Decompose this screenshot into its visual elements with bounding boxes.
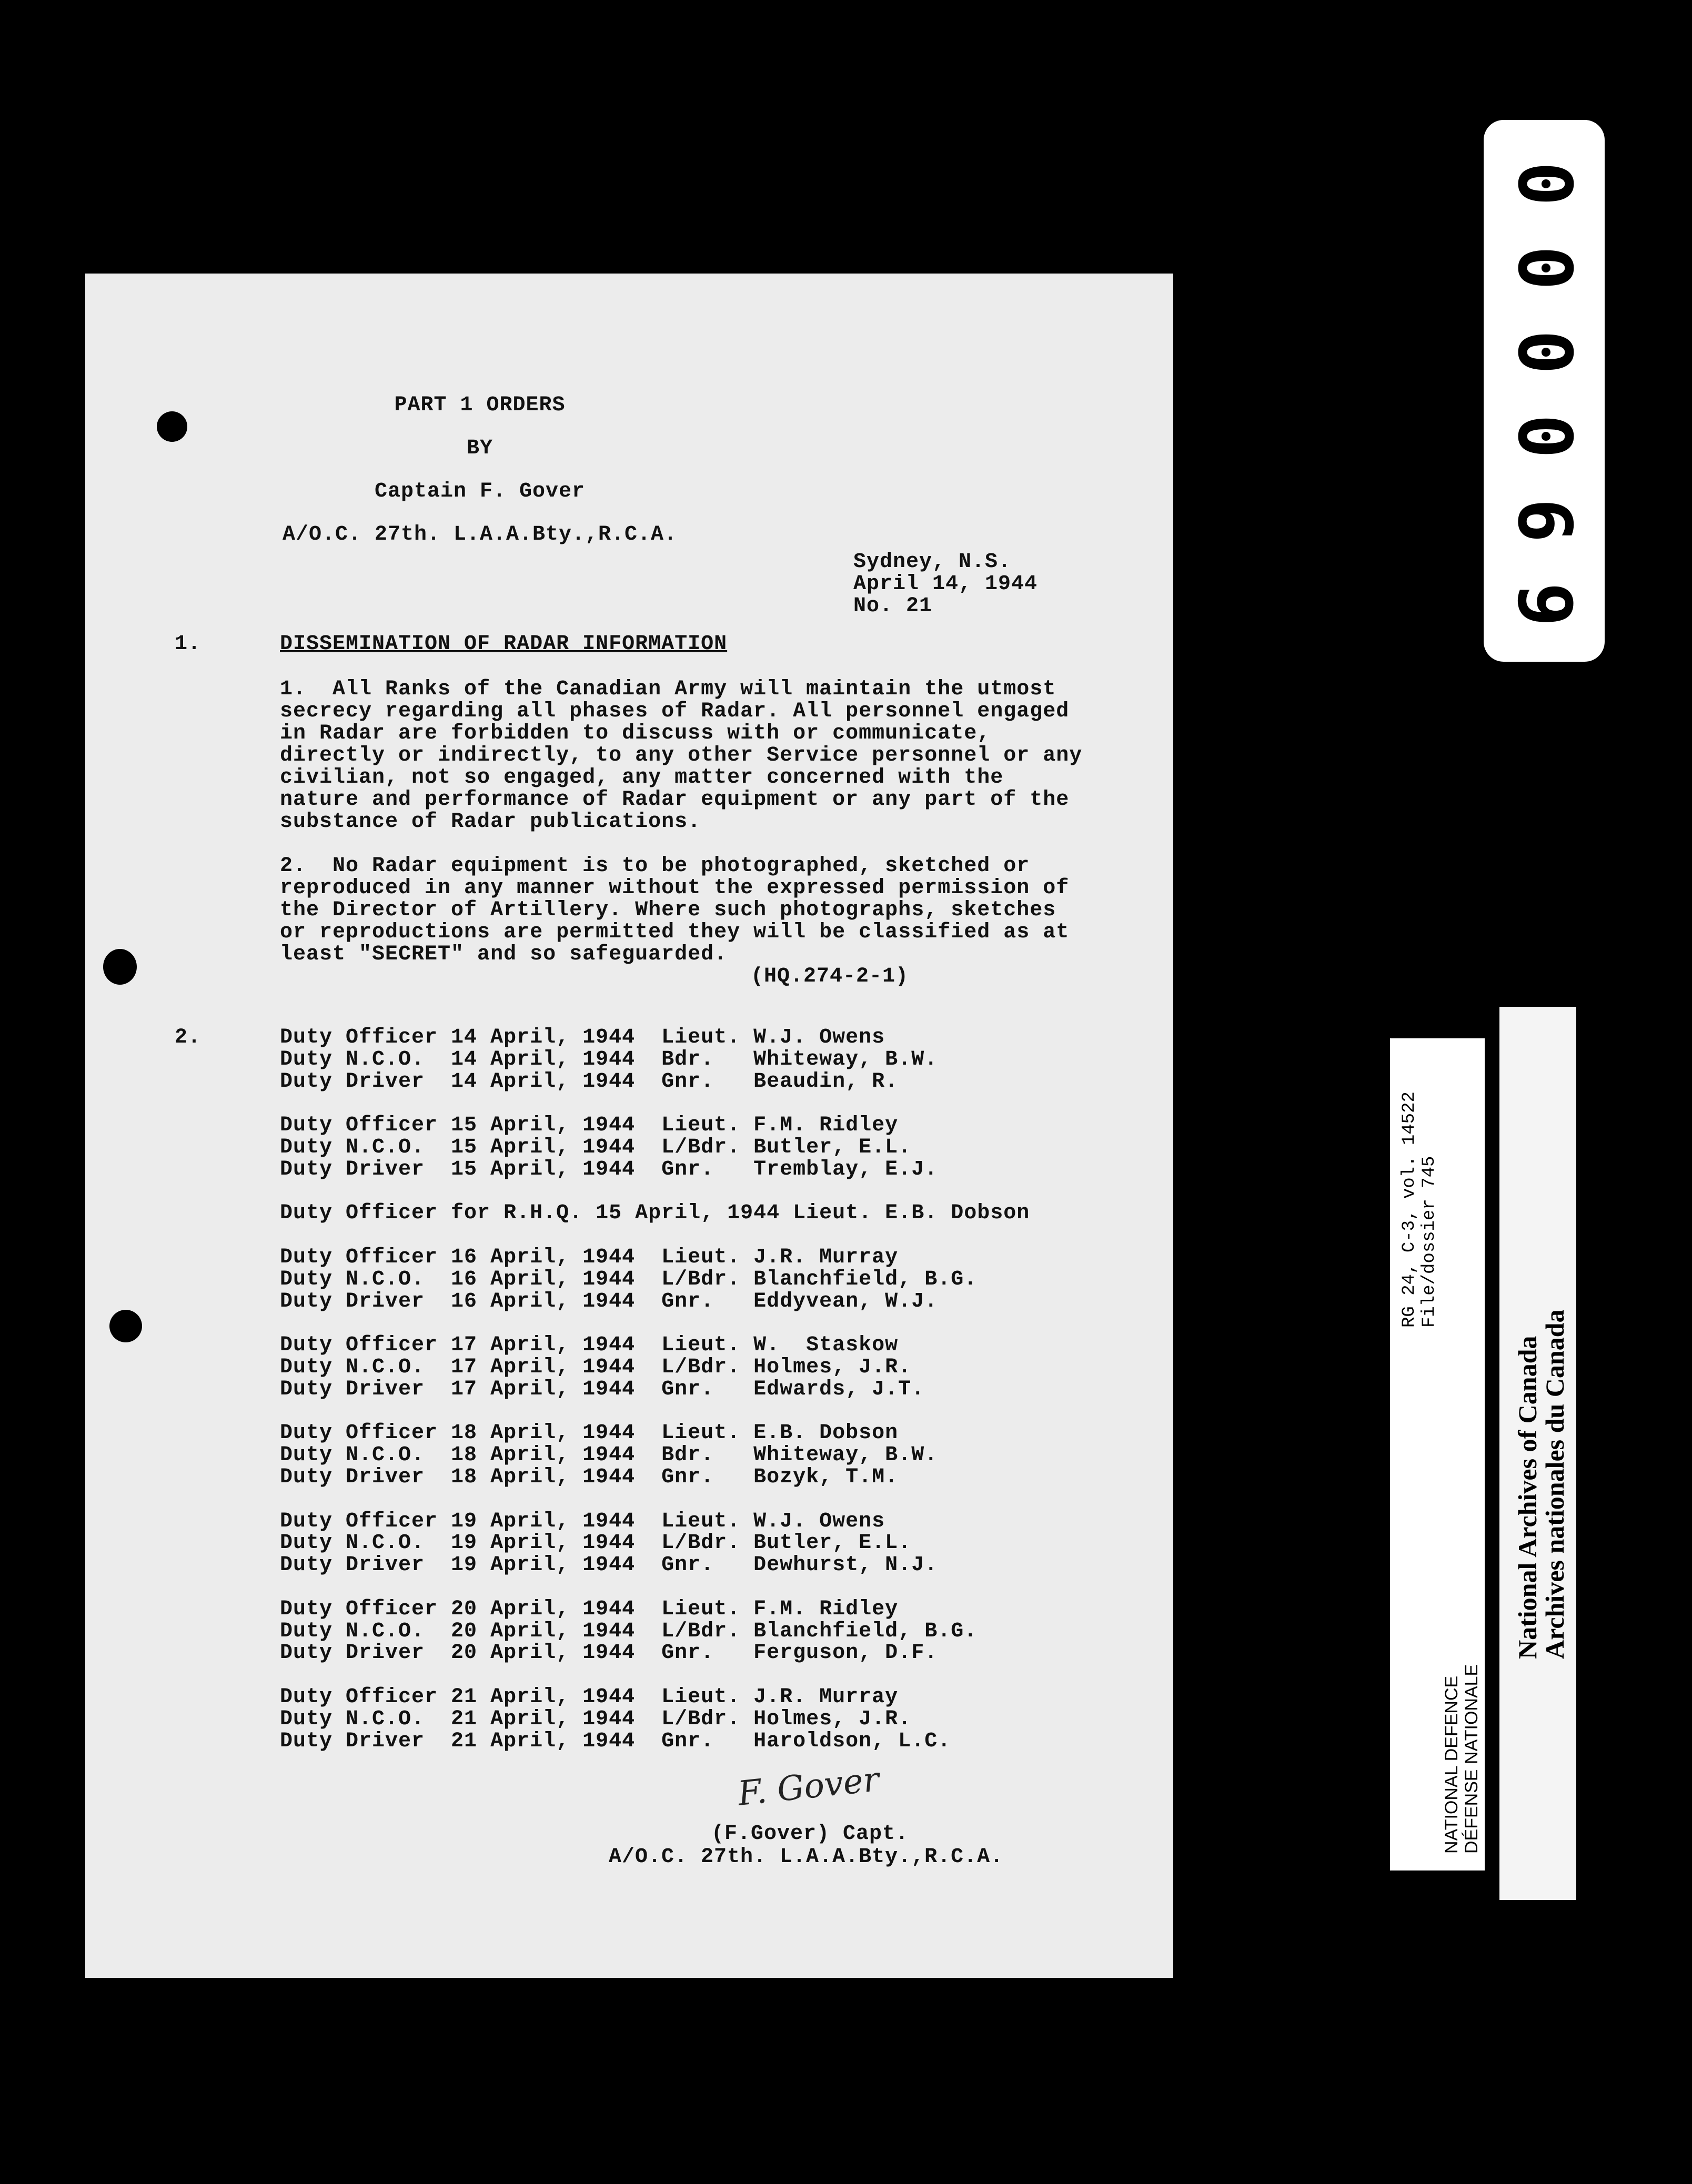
duty-roster-line: Duty Officer for R.H.Q. 15 April, 1944 Lieut. E.B. Dobson <box>280 1201 1030 1226</box>
signature-block: (F.Gover) Capt. <box>711 1822 909 1846</box>
duty-roster-line: Duty Officer 18 April, 1944 Lieut. E.B. Dobson <box>280 1421 899 1445</box>
paragraph-line: least "SECRET" and so safeguarded. <box>280 943 728 966</box>
paragraph-line: 2. No Radar equipment is to be photographed, sketched or <box>280 854 1030 878</box>
paragraph-line: in Radar are forbidden to discuss with or communicate, <box>280 722 991 745</box>
archives-label <box>1499 1007 1576 1900</box>
reference-file: File/dossier 745 <box>1419 1156 1439 1328</box>
reel-digit: 0 <box>1501 330 1587 375</box>
reference-volume: RG 24, C-3, vol. 14522 <box>1399 1091 1419 1328</box>
department-name-en: NATIONAL DEFENCE <box>1442 1675 1462 1854</box>
duty-roster-line: Duty Driver 17 April, 1944 Gnr. Edwards, J.T. <box>280 1377 925 1401</box>
doc-officer: Captain F. Gover <box>374 480 586 503</box>
reel-digit: 0 <box>1501 246 1587 290</box>
document-page <box>85 274 1173 1978</box>
paragraph-line: nature and performance of Radar equipment or any part of the <box>280 788 1070 812</box>
duty-roster-line: Duty Officer 16 April, 1944 Lieut. J.R. Murray <box>280 1246 899 1269</box>
punch-hole-lower <box>109 1310 142 1342</box>
paragraph-line: civilian, not so engaged, any matter concerned with the <box>280 766 1004 790</box>
paragraph-line: or reproductions are permitted they will be classified as at <box>280 921 1070 944</box>
section1-heading: DISSEMINATION OF RADAR INFORMATION <box>280 632 728 656</box>
doc-by: BY <box>466 437 493 460</box>
duty-roster-line: Duty Driver 15 April, 1944 Gnr. Tremblay, E.J. <box>280 1157 938 1181</box>
duty-roster-line: Duty N.C.O. 17 April, 1944 L/Bdr. Holmes, J.R. <box>280 1356 912 1379</box>
signature-unit: A/O.C. 27th. L.A.A.Bty.,R.C.A. <box>609 1845 1004 1869</box>
archives-name-fr: Archives nationales du Canada <box>1540 1309 1569 1659</box>
duty-roster-line: Duty N.C.O. 14 April, 1944 Bdr. Whiteway, B.W. <box>280 1047 938 1071</box>
duty-roster-line: Duty Officer 14 April, 1944 Lieut. W.J. Owens <box>280 1026 885 1049</box>
duty-roster-line: Duty Driver 14 April, 1944 Gnr. Beaudin, R. <box>280 1069 899 1094</box>
doc-unit: A/O.C. 27th. L.A.A.Bty.,R.C.A. <box>282 523 678 547</box>
duty-roster-line: Duty Officer 20 April, 1944 Lieut. F.M. Ridley <box>280 1597 899 1621</box>
paragraph-line: reproduced in any manner without the expressed permission of <box>280 876 1070 900</box>
section2-number: 2. <box>175 1026 202 1049</box>
reel-number-strip <box>1484 120 1605 662</box>
handwritten-signature: F. Gover <box>736 1760 881 1814</box>
duty-roster-line: Duty N.C.O. 18 April, 1944 Bdr. Whiteway, B.W. <box>280 1443 938 1468</box>
section1-reference: (HQ.274-2-1) <box>751 965 909 988</box>
paragraph-line: directly or indirectly, to any other Service personnel or any <box>280 744 1083 767</box>
punch-hole-top <box>157 411 187 442</box>
paragraph-line: the Director of Artillery. Where such photographs, sketches <box>280 898 1056 922</box>
punch-hole-middle <box>103 949 137 985</box>
reel-digit: 9 <box>1501 582 1587 627</box>
duty-roster-line: Duty N.C.O. 16 April, 1944 L/Bdr. Blanchfield, B.G. <box>280 1267 978 1291</box>
doc-title: PART 1 ORDERS <box>394 393 566 417</box>
duty-roster-line: Duty Driver 20 April, 1944 Gnr. Ferguson, D.F. <box>280 1641 938 1665</box>
reference-label <box>1390 1038 1485 1870</box>
department-name-fr: DÉFENSE NATIONALE <box>1462 1664 1482 1854</box>
section1-number: 1. <box>175 632 202 656</box>
duty-roster-line: Duty N.C.O. 19 April, 1944 L/Bdr. Butler, E.L. <box>280 1531 912 1555</box>
duty-roster-line: Duty Officer 17 April, 1944 Lieut. W. Staskow <box>280 1333 899 1358</box>
duty-roster-line: Duty Officer 21 April, 1944 Lieut. J.R. Murray <box>280 1685 899 1709</box>
doc-order-number: No. 21 <box>853 594 933 618</box>
reel-digit: 6 <box>1501 498 1587 543</box>
duty-roster-line: Duty Officer 15 April, 1944 Lieut. F.M. Ridley <box>280 1114 899 1138</box>
duty-roster-line: Duty Officer 19 April, 1944 Lieut. W.J. Owens <box>280 1509 885 1533</box>
duty-roster-line: Duty N.C.O. 15 April, 1944 L/Bdr. Butler, E.L. <box>280 1136 912 1159</box>
paragraph-line: 1. All Ranks of the Canadian Army will maintain the utmost <box>280 678 1056 701</box>
doc-place: Sydney, N.S. <box>853 550 1012 574</box>
duty-roster-line: Duty Driver 16 April, 1944 Gnr. Eddyvean, W.J. <box>280 1289 938 1313</box>
archives-name-en: National Archives of Canada <box>1513 1336 1542 1659</box>
paragraph-line: secrecy regarding all phases of Radar. All personnel engaged <box>280 700 1070 723</box>
duty-roster-line: Duty Driver 21 April, 1944 Gnr. Haroldson, L.C. <box>280 1729 951 1753</box>
duty-roster-line: Duty Driver 18 April, 1944 Gnr. Bozyk, T.M. <box>280 1465 899 1489</box>
doc-date: April 14, 1944 <box>853 572 1038 596</box>
reel-digit: 0 <box>1501 161 1587 206</box>
duty-roster-line: Duty Driver 19 April, 1944 Gnr. Dewhurst, N.J. <box>280 1553 938 1578</box>
duty-roster-line: Duty N.C.O. 21 April, 1944 L/Bdr. Holmes, J.R. <box>280 1707 912 1731</box>
reel-digit: 0 <box>1501 414 1587 459</box>
paragraph-line: substance of Radar publications. <box>280 810 701 834</box>
duty-roster-line: Duty N.C.O. 20 April, 1944 L/Bdr. Blanchfield, B.G. <box>280 1619 978 1643</box>
